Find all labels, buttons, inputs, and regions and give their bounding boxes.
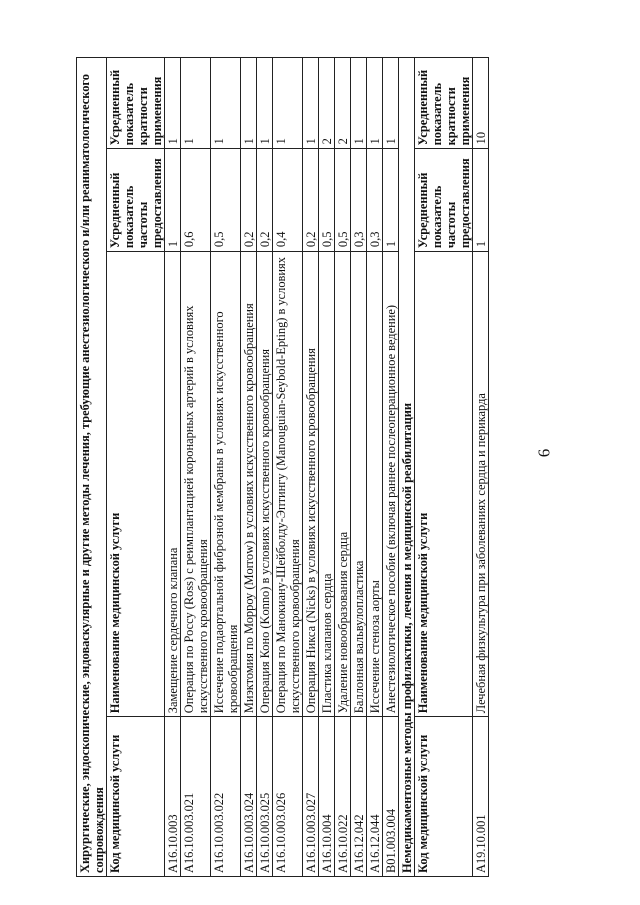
freq-cell: 0,6 [181, 149, 211, 252]
freq-cell: 1 [473, 149, 489, 252]
header-freq: Усредненный показатель частоты предоставления [107, 149, 165, 252]
mult-cell: 1 [241, 58, 257, 149]
table-row [273, 58, 303, 877]
name-cell: Операция по Манокиану-Шейболду-Эптингу (Manouguian-Seybold-Epting) в условиях искусственного кровообращения [273, 252, 303, 717]
mult-cell: 2 [319, 58, 335, 149]
header-freq: Усредненный показатель частоты предоставления [415, 149, 473, 252]
code-cell: A16.12.042 [351, 717, 367, 877]
name-cell: Пластика клапанов сердца [319, 252, 335, 717]
header-name: Наименование медицинской услуги [415, 252, 473, 717]
name-cell: Операция Коно (Konno) в условиях искусственного кровообращения [257, 252, 273, 717]
services-table [76, 57, 489, 877]
table-row [241, 58, 257, 877]
table-row [303, 58, 319, 877]
name-cell: Баллонная вальвулопластика [351, 252, 367, 717]
freq-cell: 0,2 [303, 149, 319, 252]
mult-cell: 10 [473, 58, 489, 149]
code-cell: A16.10.003.024 [241, 717, 257, 877]
code-cell: A16.10.003.026 [273, 717, 303, 877]
name-cell: Анестезиологическое пособие (включая раннее послеоперационное ведение) [383, 252, 399, 717]
table-row [351, 58, 367, 877]
name-cell: Миэктомия по Морроу (Morrow) в условиях искусственного кровообращения [241, 252, 257, 717]
name-cell: Иссечение стеноза аорты [367, 252, 383, 717]
table-row [181, 58, 211, 877]
freq-cell: 0,5 [335, 149, 351, 252]
code-cell: A16.10.004 [319, 717, 335, 877]
header-mult: Усредненный показатель кратности применения [107, 58, 165, 149]
mult-cell: 1 [367, 58, 383, 149]
table-row [319, 58, 335, 877]
freq-cell: 0,4 [273, 149, 303, 252]
mult-cell: 1 [303, 58, 319, 149]
table-row [383, 58, 399, 877]
freq-cell: 1 [383, 149, 399, 252]
table-row [165, 58, 181, 877]
code-cell: A16.10.003.022 [211, 717, 241, 877]
freq-cell: 0,2 [241, 149, 257, 252]
mult-cell: 1 [273, 58, 303, 149]
mult-cell: 1 [257, 58, 273, 149]
page-number: 6 [534, 448, 554, 458]
code-cell: A19.10.001 [473, 717, 489, 877]
mult-cell: 1 [383, 58, 399, 149]
freq-cell: 0,3 [367, 149, 383, 252]
table-row [473, 58, 489, 877]
freq-cell: 0,5 [211, 149, 241, 252]
header-code: Код медицинской услуги [107, 717, 165, 877]
header-code: Код медицинской услуги [415, 717, 473, 877]
section1-title: Хирургические, эндоскопические, эндоваскулярные и другие методы лечения, требующие анестезиологического и/или реаниматологического сопровождения [77, 58, 107, 877]
name-cell: Операция по Россу (Ross) с реимплантацией коронарных артерий в условиях искусственного кровообращения [181, 252, 211, 717]
name-cell: Операция Никса (Nicks) в условиях искусственного кровообращения [303, 252, 319, 717]
code-cell: A16.12.044 [367, 717, 383, 877]
freq-cell: 0,2 [257, 149, 273, 252]
name-cell: Замещение сердечного клапана [165, 252, 181, 717]
code-cell: B01.003.004 [383, 717, 399, 877]
freq-cell: 1 [165, 149, 181, 252]
freq-cell: 0,3 [351, 149, 367, 252]
name-cell: Иссечение подаортальной фиброзной мембраны в условиях искусственного кровообращения [211, 252, 241, 717]
header-name: Наименование медицинской услуги [107, 252, 165, 717]
mult-cell: 1 [351, 58, 367, 149]
mult-cell: 1 [181, 58, 211, 149]
name-cell: Лечебная физкультура при заболеваниях сердца и перикарда [473, 252, 489, 717]
name-cell: Удаление новообразования сердца [335, 252, 351, 717]
mult-cell: 1 [165, 58, 181, 149]
mult-cell: 2 [335, 58, 351, 149]
code-cell: A16.10.003.021 [181, 717, 211, 877]
table-row [257, 58, 273, 877]
services-table-rotated [76, 57, 584, 877]
mult-cell: 1 [211, 58, 241, 149]
code-cell: A16.10.022 [335, 717, 351, 877]
section2-title: Немедикаментозные методы профилактики, лечения и медицинской реабилитации [399, 58, 415, 877]
table-row [335, 58, 351, 877]
table-row [211, 58, 241, 877]
table-row [367, 58, 383, 877]
code-cell: A16.10.003.027 [303, 717, 319, 877]
code-cell: A16.10.003.025 [257, 717, 273, 877]
freq-cell: 0,5 [319, 149, 335, 252]
code-cell: A16.10.003 [165, 717, 181, 877]
header-mult: Усредненный показатель кратности применения [415, 58, 473, 149]
